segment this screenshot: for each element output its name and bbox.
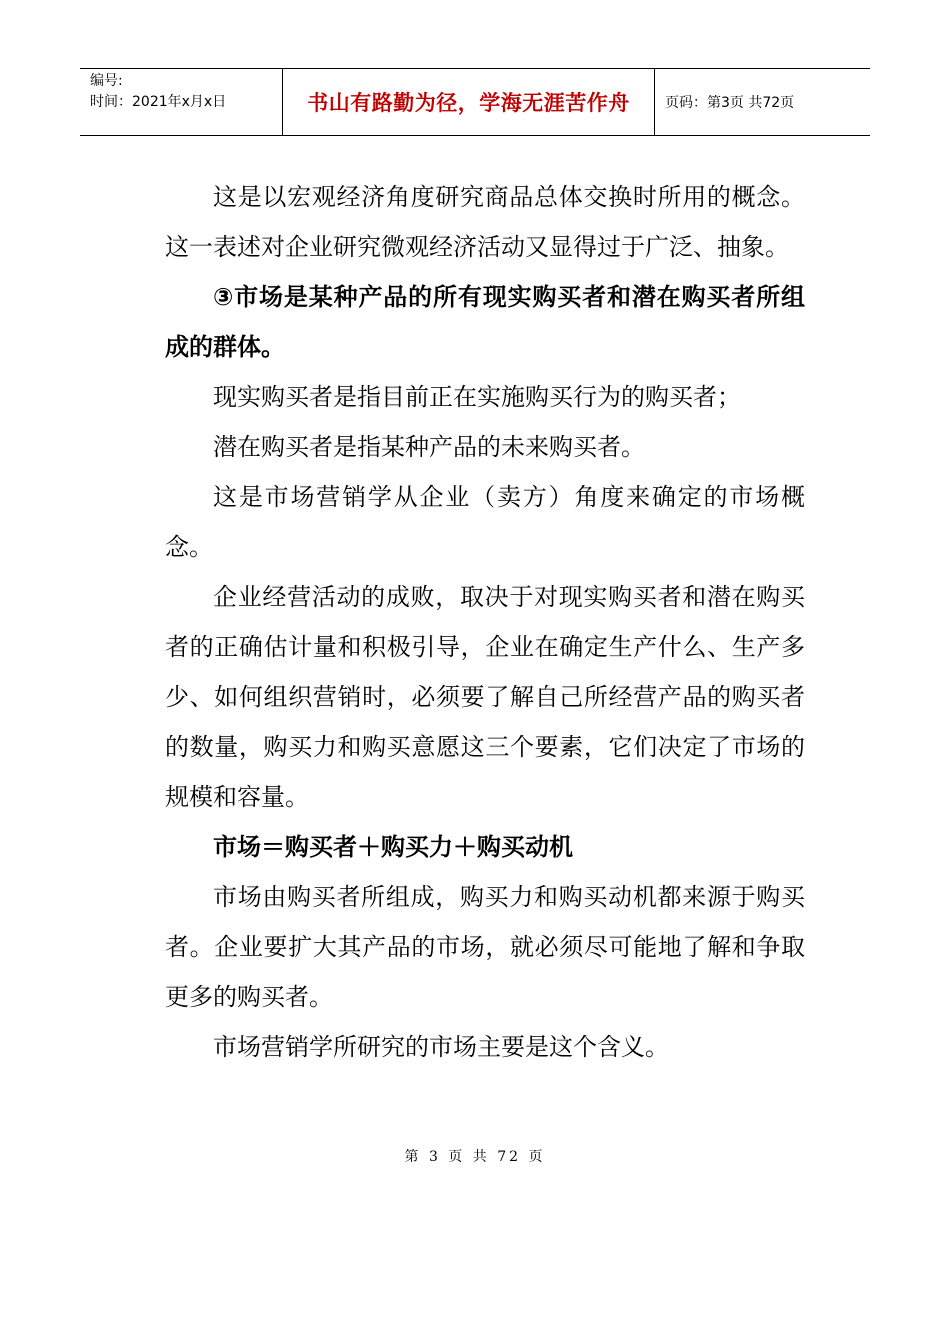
paragraph: 企业经营活动的成败，取决于对现实购买者和潜在购买者的正确估计量和积极引导，企业在确定生产什么、生产多少、如何组织营销时，必须要了解自己所经营产品的购买者的数量，购买力和购买意愿这三个要素，它们决定了市场的规模和容量。 xyxy=(165,583,805,811)
paragraph: 现实购买者是指目前正在实施购买行为的购买者； xyxy=(213,383,741,411)
page-footer: 第 3 页 共 72 页 xyxy=(404,1149,546,1165)
paragraph-bold-heading: ③市场是某种产品的所有现实购买者和潜在购买者所组成的群体。 xyxy=(165,283,805,361)
header-page-info: 页码：第3页 共72页 xyxy=(665,95,795,111)
page-header xyxy=(80,68,870,136)
paragraph: 这是以宏观经济角度研究商品总体交换时所用的概念。这一表述对企业研究微观经济活动又显得过于广泛、抽象。 xyxy=(165,183,805,261)
header-motto: 书山有路勤为径，学海无涯苦作舟 xyxy=(307,91,630,115)
paragraph: 市场营销学所研究的市场主要是这个含义。 xyxy=(213,1033,669,1061)
header-meta-cell xyxy=(80,69,282,135)
header-number-label: 编号: xyxy=(90,73,123,89)
document-body xyxy=(165,172,805,1072)
header-motto-cell xyxy=(282,69,655,135)
paragraph: 这是市场营销学从企业（卖方）角度来确定的市场概念。 xyxy=(165,483,805,561)
paragraph-bold-formula: 市场＝购买者＋购买力＋购买动机 xyxy=(213,833,573,861)
paragraph: 市场由购买者所组成，购买力和购买动机都来源于购买者。企业要扩大其产品的市场，就必须尽可能地了解和争取更多的购买者。 xyxy=(165,883,805,1011)
paragraph: 潜在购买者是指某种产品的未来购买者。 xyxy=(213,433,645,461)
header-page-cell xyxy=(655,69,870,135)
header-time-label: 时间：2021年x月x日 xyxy=(90,94,227,110)
